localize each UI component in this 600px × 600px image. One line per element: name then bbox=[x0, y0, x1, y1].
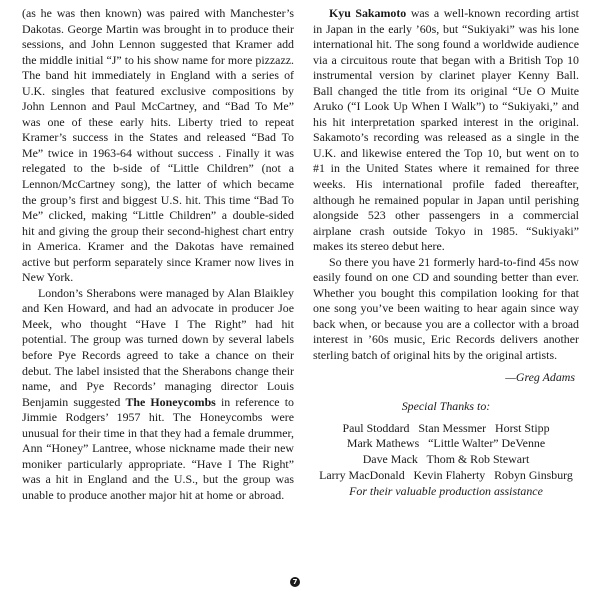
paragraph-honeycombs-text: London’s Sherabons were managed by Alan Blaikley and Ken Howard, and had an advocate in producer Joe Meek, who thought “Have I The Right” had hit potential. The group was turned down by several labels before Pye Records agreed to take a chance on their debut. The label insisted that the Sherabons change their name, and Pye Records’ managing director Louis Benjamin suggested bbox=[22, 285, 294, 409]
left-column bbox=[22, 6, 294, 504]
paragraph-honeycombs-text-end: in reference to Jimmie Rodgers’ 1957 hit. The Honeycombs were unusual for their time in that they had a female drummer, Ann “Honey” Lantree, whose nickname made their new moniker particularly appropriate. “Have I The Right” was a hit in England and the U.S., but the group was unable to produce another major hit at home or abroad. bbox=[22, 394, 294, 502]
artist-name-sakamoto: Kyu Sakamoto bbox=[329, 6, 407, 20]
thanks-line: Paul Stoddard Stan Messmer Horst Stipp bbox=[342, 420, 550, 435]
special-thanks-heading: Special Thanks to: bbox=[401, 399, 491, 414]
right-column bbox=[313, 6, 579, 500]
paragraph-honeycombs bbox=[22, 286, 294, 504]
page-number-badge: 7 bbox=[290, 577, 300, 587]
special-thanks bbox=[313, 399, 579, 500]
thanks-note: For their valuable production assistance bbox=[349, 484, 543, 499]
author-signature: —Greg Adams bbox=[505, 369, 575, 384]
paragraph-kramer: (as he was then known) was paired with Manchester’s Dakotas. George Martin was brought in to produce their sessions, and John Lennon suggested that Kramer add the middle initial “J” to his show name for more pizzazz. The band hit immediately in England with a series of U.K. singles that featured exclusive compositions by John Lennon and Paul McCartney, and “Bad To Me” was one of these early hits. Liberty tried to repeat Kramer’s success in the States and released “Bad To Me” twice in 1963-64 without success . Finally it was relegated to the b-side of “Little Children” (not a Lennon/McCartney song), the latter of which became the group’s first and biggest U.S. hit. This time “Bad To Me” clicked, making “Little Children” a double-sided hit and giving the group their second-highest chart entry in America. Kramer and the Dakotas have remained active but perform separately since Kramer now lives in New York. bbox=[22, 6, 294, 285]
paragraph-closing: So there you have 21 formerly hard-to-find 45s now easily found on one CD and sounding better than ever. Whether you bought this compilation looking for that one song you’ve been waiting to hear again since way back when, or because you are a collector with a broad interest in ’60s music, Eric Records delivers another sterling batch of original hits by the original artists. bbox=[313, 254, 579, 363]
thanks-line: Dave Mack Thom & Rob Stewart bbox=[362, 451, 530, 466]
thanks-line: Larry MacDonald Kevin Flaherty Robyn Ginsburg bbox=[319, 467, 573, 482]
thanks-line: Mark Mathews “Little Walter” DeVenne bbox=[346, 436, 546, 451]
paragraph-sakamoto-text: was a well-known recording artist in Japan in the early ’60s, but “Sukiyaki” was his lone international hit. The song found a worldwide audience via a circuitous route that began with a British Top 10 instrumental version by clarinet player Kenny Ball. Ball changed the title from its original “Ue O Muite Aruko (“I Look Up When I Walk”) to “Sukiyaki,” and his hit interpretation sparked interest in the original. Sakamoto’s recording was released as a single in the U.K. and likewise entered the Top 10, but went on to #1 in the United States where it remained for three weeks. His international profile faded thereafter, although he remained popular in Japan until perishing alongside 523 other passengers in a commercial airplane crash outside Tokyo in 1985. “Sukiyaki” makes its stereo debut here. bbox=[313, 6, 579, 254]
artist-name-honeycombs: The Honeycombs bbox=[125, 394, 216, 409]
paragraph-sakamoto bbox=[313, 6, 579, 255]
